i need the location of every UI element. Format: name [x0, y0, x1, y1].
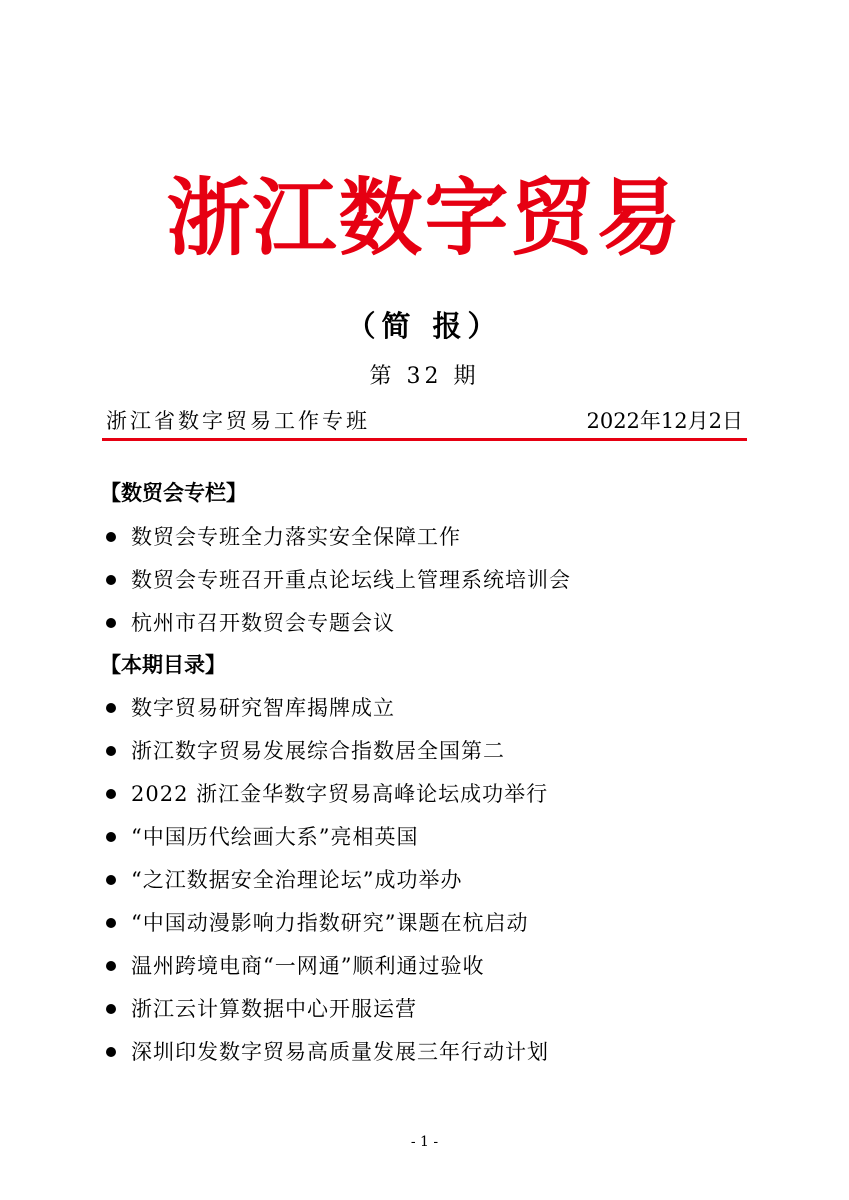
bulletin-subtitle: （简 报）: [346, 309, 503, 343]
header-divider: [102, 438, 747, 441]
list-item: [106, 907, 528, 939]
bullet-icon: [106, 918, 116, 928]
bullet-icon: [106, 532, 116, 542]
section-heading-fair-column: 【数贸会专栏】: [100, 481, 247, 505]
list-item-text: 温州跨境电商“一网通”顺利通过验收: [131, 954, 485, 978]
list-item: [106, 993, 417, 1025]
list-item: [106, 864, 462, 896]
bullet-icon: [106, 1004, 116, 1014]
list-item: [106, 607, 395, 639]
list-item: [106, 821, 418, 853]
list-item: [106, 735, 505, 767]
list-item-text: 浙江云计算数据中心开服运营: [131, 997, 417, 1021]
page-number: - 1 -: [410, 1134, 439, 1150]
list-item-text: “中国动漫影响力指数研究”课题在杭启动: [131, 911, 529, 935]
bullet-icon: [106, 618, 116, 628]
list-item-text: 浙江数字贸易发展综合指数居全国第二: [131, 739, 505, 763]
bullet-icon: [106, 703, 116, 713]
list-item-text: 数贸会专班召开重点论坛线上管理系统培训会: [131, 568, 571, 592]
bullet-icon: [106, 1047, 116, 1057]
bullet-icon: [106, 746, 116, 756]
bullet-icon: [106, 875, 116, 885]
list-item: [106, 521, 461, 553]
list-item-text: “中国历代绘画大系”亮相英国: [131, 825, 419, 849]
list-item-text: 数贸会专班全力落实安全保障工作: [131, 525, 461, 549]
issue-date: 2022年12月2日: [586, 409, 743, 433]
issue-number: 第 32 期: [369, 364, 480, 389]
list-item-text: 2022 浙江金华数字贸易高峰论坛成功举行: [131, 782, 549, 806]
list-item-text: 深圳印发数字贸易高质量发展三年行动计划: [131, 1040, 549, 1064]
list-item: [106, 1036, 549, 1068]
bullet-icon: [106, 789, 116, 799]
list-item-text: “之江数据安全治理论坛”成功举办: [131, 868, 463, 892]
bullet-icon: [106, 832, 116, 842]
issuer-name: 浙江省数字贸易工作专班: [106, 409, 370, 433]
bullet-icon: [106, 961, 116, 971]
bullet-icon: [106, 575, 116, 585]
list-item: [106, 692, 395, 724]
list-item-text: 数字贸易研究智库揭牌成立: [131, 696, 395, 720]
list-item: [106, 950, 484, 982]
list-item: [106, 778, 548, 810]
masthead-title: 浙江数字贸易: [166, 168, 683, 267]
section-heading-contents: 【本期目录】: [100, 653, 226, 677]
list-item-text: 杭州市召开数贸会专题会议: [131, 611, 395, 635]
list-item: [106, 564, 571, 596]
